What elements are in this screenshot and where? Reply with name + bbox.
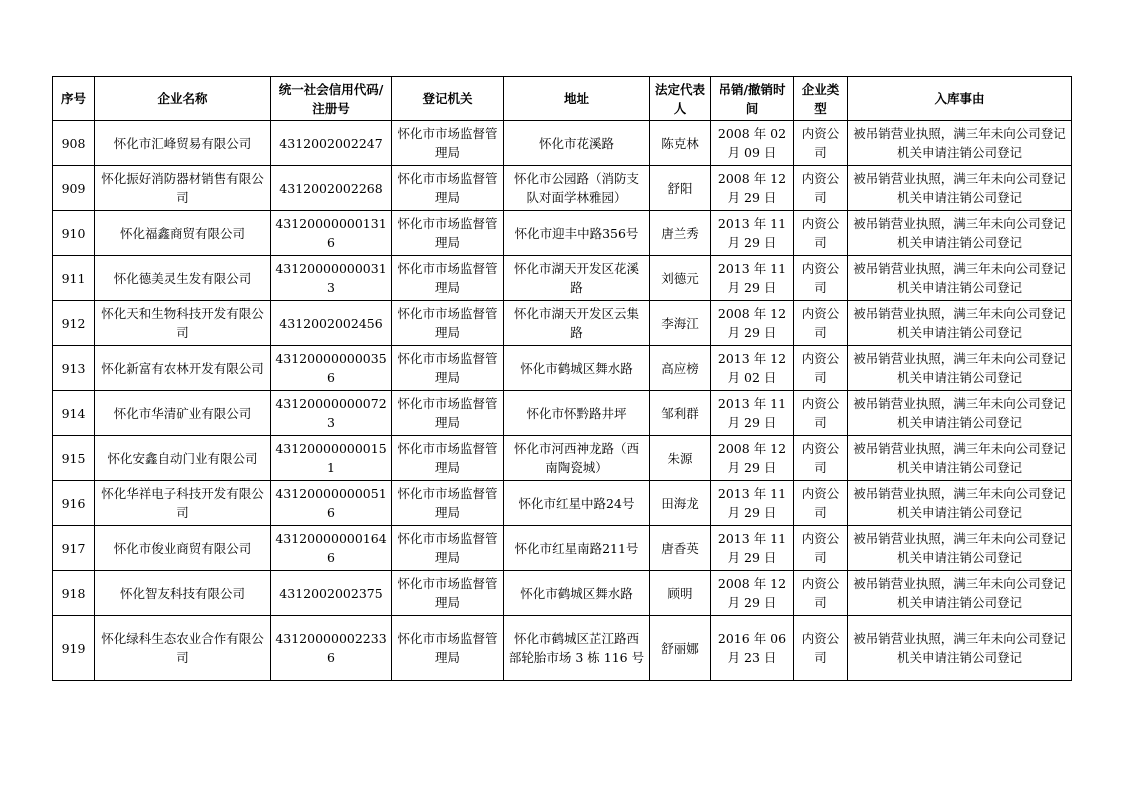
cell-code: 431200000001316 bbox=[271, 211, 392, 256]
table-row bbox=[53, 121, 1072, 166]
cell-rep: 舒阳 bbox=[650, 166, 711, 211]
cell-rep: 唐香英 bbox=[650, 526, 711, 571]
cell-address: 怀化市湖天开发区花溪路 bbox=[504, 256, 650, 301]
header-row bbox=[53, 77, 1072, 121]
cell-address: 怀化市鹤城区芷江路西部轮胎市场 3 栋 116 号 bbox=[504, 616, 650, 681]
cell-authority: 怀化市市场监督管理局 bbox=[392, 436, 504, 481]
cell-reason: 被吊销营业执照，满三年未向公司登记机关申请注销公司登记 bbox=[848, 616, 1072, 681]
cell-reason: 被吊销营业执照，满三年未向公司登记机关申请注销公司登记 bbox=[848, 301, 1072, 346]
cell-authority: 怀化市市场监督管理局 bbox=[392, 121, 504, 166]
cell-name: 怀化市华清矿业有限公司 bbox=[95, 391, 271, 436]
cell-name: 怀化福鑫商贸有限公司 bbox=[95, 211, 271, 256]
cell-no: 917 bbox=[53, 526, 95, 571]
cell-time: 2013 年 11 月 29 日 bbox=[711, 211, 794, 256]
table-row bbox=[53, 481, 1072, 526]
cell-name: 怀化市汇峰贸易有限公司 bbox=[95, 121, 271, 166]
cell-rep: 朱源 bbox=[650, 436, 711, 481]
cell-no: 913 bbox=[53, 346, 95, 391]
header-address: 地址 bbox=[504, 77, 650, 121]
enterprise-register-table bbox=[52, 76, 1072, 681]
cell-address: 怀化市湖天开发区云集路 bbox=[504, 301, 650, 346]
cell-rep: 邹利群 bbox=[650, 391, 711, 436]
cell-rep: 李海江 bbox=[650, 301, 711, 346]
cell-address: 怀化市河西神龙路（西南陶瓷城） bbox=[504, 436, 650, 481]
cell-code: 431200000000313 bbox=[271, 256, 392, 301]
cell-authority: 怀化市市场监督管理局 bbox=[392, 391, 504, 436]
cell-rep: 刘德元 bbox=[650, 256, 711, 301]
cell-type: 内资公司 bbox=[794, 256, 848, 301]
cell-rep: 陈克林 bbox=[650, 121, 711, 166]
table-row bbox=[53, 256, 1072, 301]
cell-address: 怀化市鹤城区舞水路 bbox=[504, 346, 650, 391]
header-reason: 入库事由 bbox=[848, 77, 1072, 121]
cell-reason: 被吊销营业执照，满三年未向公司登记机关申请注销公司登记 bbox=[848, 436, 1072, 481]
cell-type: 内资公司 bbox=[794, 571, 848, 616]
cell-authority: 怀化市市场监督管理局 bbox=[392, 346, 504, 391]
cell-code: 431200000001646 bbox=[271, 526, 392, 571]
table-row bbox=[53, 526, 1072, 571]
cell-code: 4312002002247 bbox=[271, 121, 392, 166]
cell-reason: 被吊销营业执照，满三年未向公司登记机关申请注销公司登记 bbox=[848, 346, 1072, 391]
cell-authority: 怀化市市场监督管理局 bbox=[392, 571, 504, 616]
header-authority: 登记机关 bbox=[392, 77, 504, 121]
cell-name: 怀化德美灵生发有限公司 bbox=[95, 256, 271, 301]
cell-rep: 田海龙 bbox=[650, 481, 711, 526]
table-row bbox=[53, 391, 1072, 436]
cell-time: 2013 年 11 月 29 日 bbox=[711, 256, 794, 301]
cell-address: 怀化市怀黔路井坪 bbox=[504, 391, 650, 436]
cell-authority: 怀化市市场监督管理局 bbox=[392, 616, 504, 681]
header-time: 吊销/撤销时间 bbox=[711, 77, 794, 121]
cell-name: 怀化市俊业商贸有限公司 bbox=[95, 526, 271, 571]
table-row bbox=[53, 571, 1072, 616]
cell-name: 怀化新富有农林开发有限公司 bbox=[95, 346, 271, 391]
table-row bbox=[53, 346, 1072, 391]
cell-no: 915 bbox=[53, 436, 95, 481]
cell-time: 2008 年 12 月 29 日 bbox=[711, 436, 794, 481]
header-name: 企业名称 bbox=[95, 77, 271, 121]
cell-no: 918 bbox=[53, 571, 95, 616]
cell-time: 2008 年 12 月 29 日 bbox=[711, 571, 794, 616]
cell-code: 431200000022336 bbox=[271, 616, 392, 681]
table-row bbox=[53, 166, 1072, 211]
cell-name: 怀化智友科技有限公司 bbox=[95, 571, 271, 616]
cell-rep: 唐兰秀 bbox=[650, 211, 711, 256]
cell-type: 内资公司 bbox=[794, 346, 848, 391]
cell-type: 内资公司 bbox=[794, 436, 848, 481]
cell-address: 怀化市红星南路211号 bbox=[504, 526, 650, 571]
cell-no: 909 bbox=[53, 166, 95, 211]
cell-type: 内资公司 bbox=[794, 211, 848, 256]
cell-time: 2008 年 02 月 09 日 bbox=[711, 121, 794, 166]
cell-address: 怀化市鹤城区舞水路 bbox=[504, 571, 650, 616]
cell-no: 914 bbox=[53, 391, 95, 436]
cell-address: 怀化市红星中路24号 bbox=[504, 481, 650, 526]
cell-authority: 怀化市市场监督管理局 bbox=[392, 526, 504, 571]
cell-time: 2013 年 11 月 29 日 bbox=[711, 481, 794, 526]
cell-type: 内资公司 bbox=[794, 391, 848, 436]
header-type: 企业类型 bbox=[794, 77, 848, 121]
cell-rep: 高应榜 bbox=[650, 346, 711, 391]
table-row bbox=[53, 436, 1072, 481]
cell-type: 内资公司 bbox=[794, 166, 848, 211]
cell-type: 内资公司 bbox=[794, 616, 848, 681]
cell-code: 431200000000151 bbox=[271, 436, 392, 481]
cell-code: 431200000000516 bbox=[271, 481, 392, 526]
cell-rep: 顾明 bbox=[650, 571, 711, 616]
cell-no: 912 bbox=[53, 301, 95, 346]
table-row bbox=[53, 301, 1072, 346]
cell-time: 2013 年 11 月 29 日 bbox=[711, 391, 794, 436]
cell-reason: 被吊销营业执照，满三年未向公司登记机关申请注销公司登记 bbox=[848, 211, 1072, 256]
cell-authority: 怀化市市场监督管理局 bbox=[392, 301, 504, 346]
cell-code: 4312002002456 bbox=[271, 301, 392, 346]
cell-code: 4312002002268 bbox=[271, 166, 392, 211]
cell-no: 911 bbox=[53, 256, 95, 301]
cell-time: 2013 年 12 月 02 日 bbox=[711, 346, 794, 391]
cell-code: 431200000000356 bbox=[271, 346, 392, 391]
cell-time: 2008 年 12 月 29 日 bbox=[711, 166, 794, 211]
table-header bbox=[53, 77, 1072, 121]
cell-no: 919 bbox=[53, 616, 95, 681]
cell-reason: 被吊销营业执照，满三年未向公司登记机关申请注销公司登记 bbox=[848, 391, 1072, 436]
cell-reason: 被吊销营业执照，满三年未向公司登记机关申请注销公司登记 bbox=[848, 121, 1072, 166]
header-rep: 法定代表人 bbox=[650, 77, 711, 121]
cell-reason: 被吊销营业执照，满三年未向公司登记机关申请注销公司登记 bbox=[848, 166, 1072, 211]
cell-code: 431200000000723 bbox=[271, 391, 392, 436]
cell-rep: 舒丽娜 bbox=[650, 616, 711, 681]
cell-no: 910 bbox=[53, 211, 95, 256]
cell-no: 916 bbox=[53, 481, 95, 526]
cell-time: 2008 年 12 月 29 日 bbox=[711, 301, 794, 346]
cell-no: 908 bbox=[53, 121, 95, 166]
cell-name: 怀化天和生物科技开发有限公司 bbox=[95, 301, 271, 346]
cell-reason: 被吊销营业执照，满三年未向公司登记机关申请注销公司登记 bbox=[848, 481, 1072, 526]
cell-address: 怀化市花溪路 bbox=[504, 121, 650, 166]
cell-authority: 怀化市市场监督管理局 bbox=[392, 166, 504, 211]
table-row bbox=[53, 616, 1072, 681]
cell-name: 怀化绿科生态农业合作有限公司 bbox=[95, 616, 271, 681]
cell-type: 内资公司 bbox=[794, 526, 848, 571]
table-body bbox=[53, 121, 1072, 681]
cell-address: 怀化市迎丰中路356号 bbox=[504, 211, 650, 256]
cell-code: 4312002002375 bbox=[271, 571, 392, 616]
cell-reason: 被吊销营业执照，满三年未向公司登记机关申请注销公司登记 bbox=[848, 256, 1072, 301]
cell-address: 怀化市公园路（消防支队对面学林雅园） bbox=[504, 166, 650, 211]
cell-authority: 怀化市市场监督管理局 bbox=[392, 256, 504, 301]
cell-time: 2016 年 06 月 23 日 bbox=[711, 616, 794, 681]
cell-type: 内资公司 bbox=[794, 121, 848, 166]
cell-authority: 怀化市市场监督管理局 bbox=[392, 481, 504, 526]
cell-reason: 被吊销营业执照，满三年未向公司登记机关申请注销公司登记 bbox=[848, 526, 1072, 571]
header-code: 统一社会信用代码/注册号 bbox=[271, 77, 392, 121]
table-row bbox=[53, 211, 1072, 256]
cell-type: 内资公司 bbox=[794, 481, 848, 526]
cell-name: 怀化振好消防器材销售有限公司 bbox=[95, 166, 271, 211]
cell-authority: 怀化市市场监督管理局 bbox=[392, 211, 504, 256]
cell-reason: 被吊销营业执照，满三年未向公司登记机关申请注销公司登记 bbox=[848, 571, 1072, 616]
cell-type: 内资公司 bbox=[794, 301, 848, 346]
cell-name: 怀化华祥电子科技开发有限公司 bbox=[95, 481, 271, 526]
header-no: 序号 bbox=[53, 77, 95, 121]
cell-name: 怀化安鑫自动门业有限公司 bbox=[95, 436, 271, 481]
cell-time: 2013 年 11 月 29 日 bbox=[711, 526, 794, 571]
